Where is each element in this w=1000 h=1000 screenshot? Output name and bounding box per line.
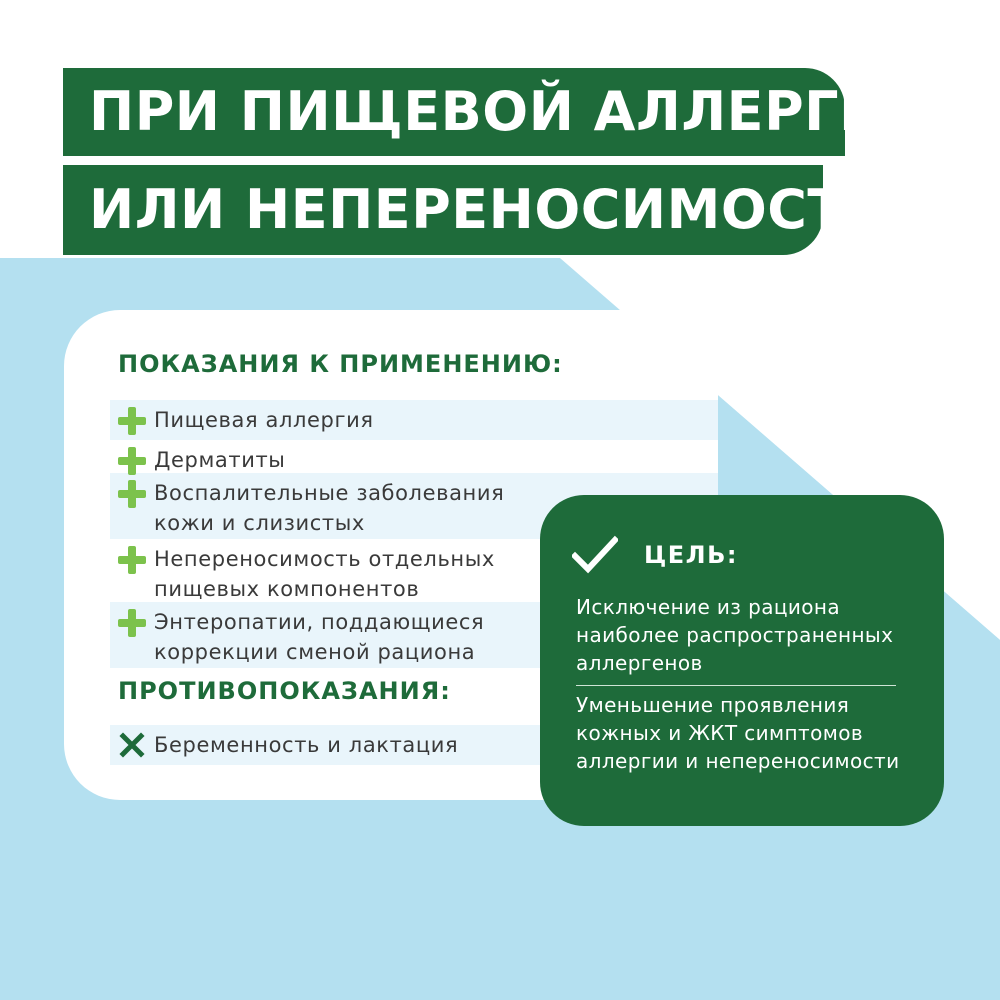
- goal-header: [572, 535, 738, 575]
- divider: [576, 685, 896, 686]
- list-item-text: Дерматиты: [154, 448, 286, 472]
- list-item-text: Энтеропатии, поддающиеся коррекции сменой рациона: [154, 610, 485, 664]
- plus-icon: [118, 609, 146, 637]
- cross-icon: [118, 731, 146, 759]
- contraindications-heading: ПРОТИВОПОКАЗАНИЯ:: [118, 677, 451, 705]
- goal-item: Исключение из рациона наиболее распространенных аллергенов: [576, 595, 894, 675]
- checkmark-icon: [572, 535, 618, 575]
- list-item-text: Воспалительные заболевания кожи и слизистых: [154, 481, 505, 535]
- goal-item: Уменьшение проявления кожных и ЖКТ симптомов аллергии и непереносимости: [576, 693, 900, 773]
- plus-icon: [118, 546, 146, 574]
- list-item-text: Беременность и лактация: [154, 733, 459, 757]
- goal-card: [540, 495, 944, 826]
- plus-icon: [118, 447, 146, 475]
- page-title-line-2: ИЛИ НЕПЕРЕНОСИМОСТИ: [63, 165, 823, 255]
- page-title-line-1: ПРИ ПИЩЕВОЙ АЛЛЕРГИИ: [63, 68, 845, 156]
- list-item-text: Пищевая аллергия: [154, 408, 374, 432]
- list-item: [110, 400, 718, 440]
- goal-heading: ЦЕЛЬ:: [644, 541, 738, 569]
- plus-icon: [118, 480, 146, 508]
- list-item-text: Непереносимость отдельных пищевых компонентов: [154, 547, 495, 601]
- list-item: [110, 440, 718, 473]
- indications-heading: ПОКАЗАНИЯ К ПРИМЕНЕНИЮ:: [118, 350, 563, 378]
- plus-icon: [118, 407, 146, 435]
